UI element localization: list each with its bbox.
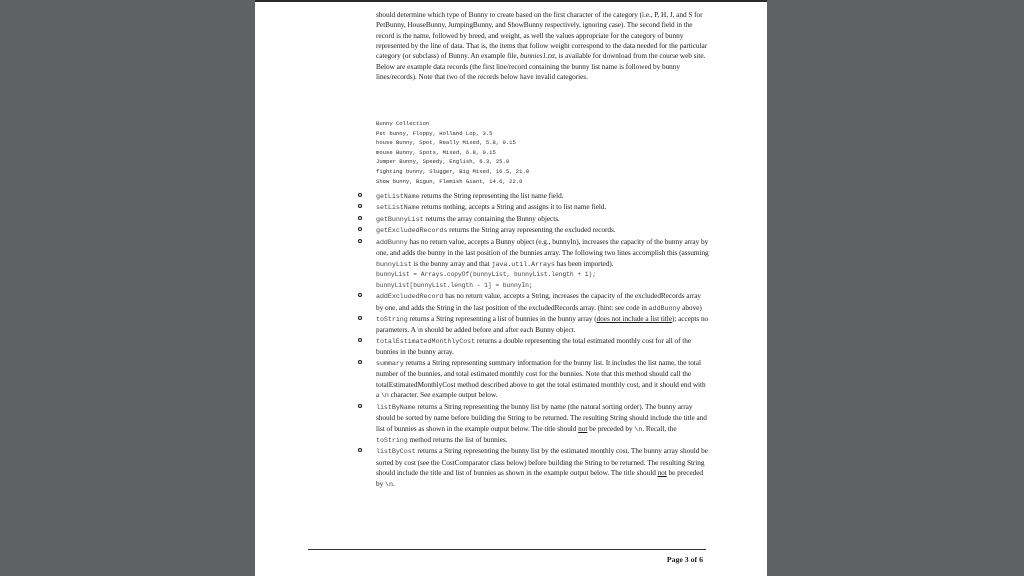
method-item-summary bbox=[255, 358, 767, 402]
underlined-text: does not include a list title bbox=[596, 313, 672, 323]
method-name: getExcludedRecords bbox=[376, 227, 448, 236]
code-line: Pet bunny, Floppy, Holland Lop, 3.5 bbox=[376, 129, 493, 137]
method-name: listByName bbox=[376, 403, 416, 412]
inline-code: bunnyList bbox=[376, 260, 412, 269]
method-description: returns the array containing the Bunny objects. bbox=[423, 213, 560, 223]
method-item-totalestimatedmonthlycost bbox=[255, 336, 767, 358]
method-name: listByCost bbox=[376, 448, 416, 457]
method-item-addbunny bbox=[255, 237, 767, 291]
code-line: bunnyList[bunnyList.length - 1] = bunnyIn; bbox=[376, 281, 533, 289]
underlined-text: not bbox=[578, 423, 588, 433]
method-description: returns a String representing the bunny list by name (the natural sorting order). The bunny array should be sorted by name before building the String to be returned. The resulting String should include the title and list of bunnies as shown in the example output below. The title should bbox=[376, 401, 707, 433]
inline-code: java.util.Arrays bbox=[491, 260, 555, 269]
inline-code: \n bbox=[634, 425, 643, 434]
circle-bullet-icon bbox=[358, 338, 362, 342]
method-description: has no return value, accepts a String, increases the capacity of the excludedRecords array by one, and adds the String in the last position of the excludedRecords array. (hint: see code in bbox=[376, 291, 701, 312]
example-data-records bbox=[376, 119, 706, 186]
page-number: Page 3 of 6 bbox=[666, 555, 703, 564]
code-line: Show bunny, Bigun, Flemish Giant, 14.6, 22.0 bbox=[376, 177, 523, 185]
method-item-getbunnylist bbox=[255, 214, 767, 225]
code-line: fighting bunny, Slugger, Big Mixed, 16.5, 21.0 bbox=[376, 167, 530, 175]
method-description: above) bbox=[680, 302, 702, 312]
method-description: returns a String representing a list of bunnies in the bunny array ( bbox=[407, 313, 597, 323]
circle-bullet-icon bbox=[358, 193, 362, 197]
method-description: returns the String array representing the excluded records. bbox=[447, 225, 616, 235]
code-line: bunnyList = Arrays.copyOf(bunnyList, bunnyList.length + 1); bbox=[376, 271, 596, 279]
footer-divider bbox=[308, 549, 706, 550]
method-description: has been imported). bbox=[554, 258, 614, 268]
method-item-tostring bbox=[255, 314, 767, 336]
method-name: summary bbox=[376, 359, 404, 368]
circle-bullet-icon bbox=[358, 293, 362, 297]
method-description: . Recall, the bbox=[642, 423, 677, 433]
method-description: has no return value, accepts a Bunny object (e.g., bunnyIn), increases the capacity of the bunny array by one, and adds the bunny in the last position of the bunnies array. The following two lines accomplish this (assuming bbox=[376, 236, 709, 258]
method-name: setListName bbox=[376, 204, 420, 213]
method-item-getlistname bbox=[255, 191, 767, 202]
method-name: totalEstimatedMonthlyCost bbox=[376, 337, 476, 346]
method-description: ); accepts no parameters. A \n should be added before and after each Bunny object. bbox=[376, 313, 709, 335]
method-description: returns the String representing the list name field. bbox=[419, 191, 564, 200]
intro-text: should determine which type of Bunny to create based on the first character of the category (i.e., P, H, J, and S for PetBunny, HouseBunny, JumpingBunny, and ShowBunny respectively, ignoring case). The second field in the record is the name, followed by breed, and weight, as well the values appropriate for the category of bunny represented by the line of data. That is, the items that follow weight correspond to the data needed for the particular category (or subclass) of Bunny. An example file, bbox=[376, 10, 708, 61]
underlined-text: not bbox=[657, 468, 667, 478]
method-description: character. See example output below. bbox=[388, 390, 498, 400]
method-description: is the bunny array and that bbox=[411, 258, 492, 268]
document-page bbox=[255, 0, 767, 576]
inline-code: \n bbox=[380, 392, 389, 401]
method-name: addExcludedRecord bbox=[376, 293, 444, 302]
method-item-setlistname bbox=[255, 202, 767, 213]
intro-text-2: , is available for download from the course web site. Below are example data records (the first line/record containing the bunny list name is followed by bunny lines/records). Note that two of the records below have invalid categories. bbox=[376, 51, 706, 82]
code-line: house Bunny, Spot, Really Mixed, 5.8, 0.15 bbox=[376, 139, 516, 147]
inline-code: addBunny bbox=[648, 304, 681, 313]
inline-code: toString bbox=[376, 436, 408, 445]
method-item-listbyname bbox=[255, 402, 767, 447]
circle-bullet-icon bbox=[358, 216, 362, 220]
method-description: returns a String representing summary information for the bunny list. It includes the list name, the total number of the bunnies, and total estimated monthly cost for the bunnies. Note that this method should call the totalEstimatedMonthlyCost method described above to get the total estimated monthly cost, and it should end with a bbox=[376, 357, 706, 400]
method-name: addBunny bbox=[376, 238, 408, 247]
circle-bullet-icon bbox=[358, 204, 362, 208]
method-description: returns nothing, accepts a String and assigns it to list name field. bbox=[419, 202, 607, 212]
code-line: mouse Bunny, Spots, Mixed, 6.8, 0.15 bbox=[376, 148, 496, 156]
circle-bullet-icon bbox=[358, 227, 362, 231]
method-name: getListName bbox=[376, 193, 420, 201]
circle-bullet-icon bbox=[358, 360, 362, 364]
circle-bullet-icon bbox=[358, 404, 362, 408]
method-list bbox=[255, 191, 767, 490]
method-item-addexcludedrecord bbox=[255, 291, 767, 314]
method-description: method returns the list of bunnies. bbox=[407, 434, 508, 444]
code-line: Bunny Collection bbox=[376, 120, 430, 127]
example-filename: bunnies1.txt bbox=[520, 51, 556, 61]
inline-code: \n bbox=[384, 480, 393, 489]
method-name: getBunnyList bbox=[376, 215, 424, 224]
method-description: . bbox=[392, 478, 395, 488]
method-name: toString bbox=[376, 315, 408, 324]
method-description: be preceded by bbox=[376, 468, 704, 488]
method-description: be preceded by bbox=[587, 423, 635, 433]
method-item-listbycost bbox=[255, 446, 767, 490]
circle-bullet-icon bbox=[358, 448, 362, 452]
circle-bullet-icon bbox=[358, 316, 362, 320]
code-line: Jumper Bunny, Speedy, English, 6.3, 25.0 bbox=[376, 158, 510, 166]
method-description: returns a double representing the total estimated monthly cost for all of the bunnies in the bunny array. bbox=[376, 335, 692, 357]
intro-paragraph bbox=[376, 10, 710, 82]
method-item-getexcludedrecords bbox=[255, 225, 767, 236]
method-description: returns a String representing the bunny list by the estimated monthly cost. The bunny array should be sorted by cost (see the CostComparator class below) before building the String to be returned. The resulting String should include the title and list of bunnies as shown in the example output below. The title should bbox=[376, 446, 708, 478]
circle-bullet-icon bbox=[358, 239, 362, 243]
